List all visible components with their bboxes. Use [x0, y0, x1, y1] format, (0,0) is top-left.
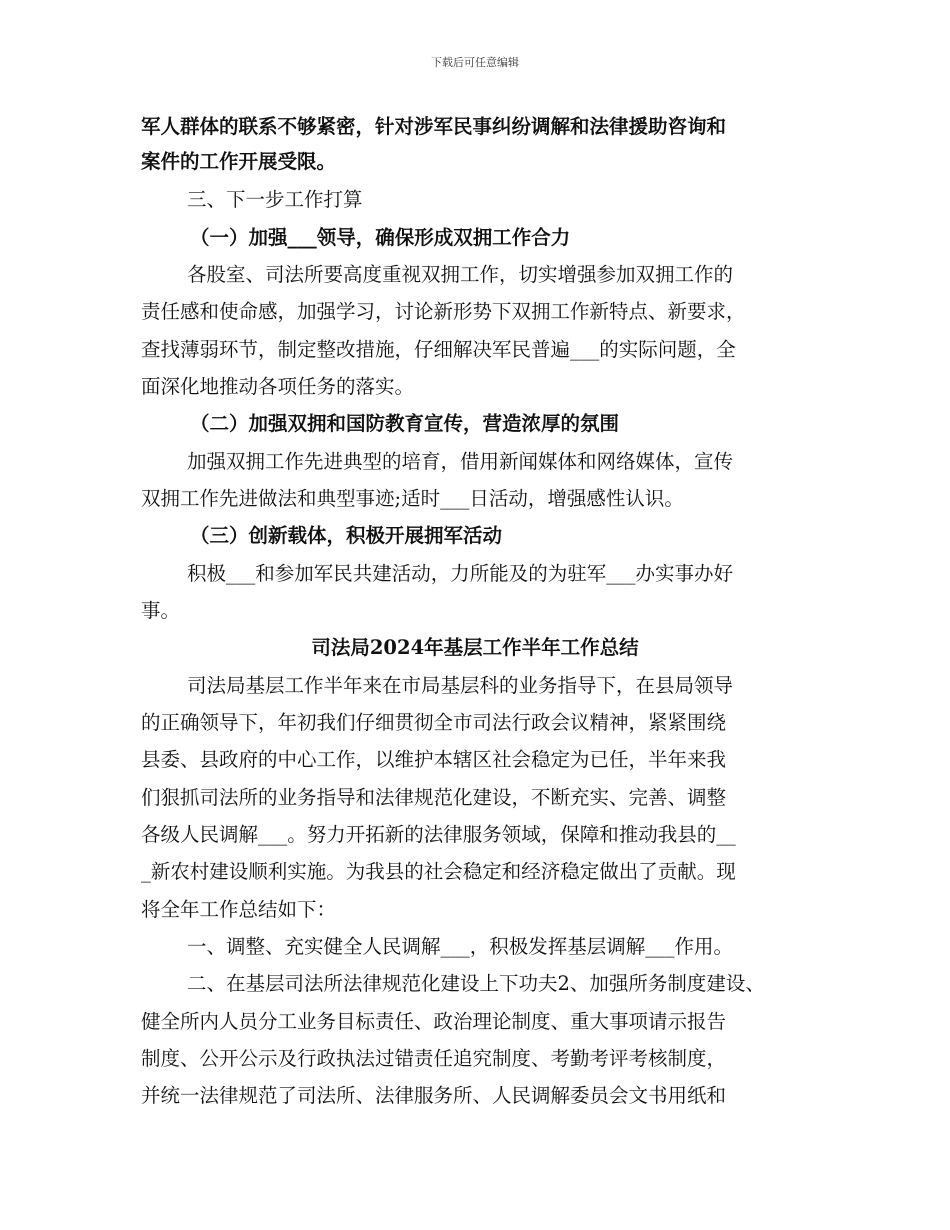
paragraph-line: 二、在基层司法所法律规范化建设上下功夫2、加强所务制度建设、 — [187, 972, 765, 995]
paragraph-line: 健全所内人员分工业务目标责任、政治理论制度、重大事项请示报告 — [141, 1010, 727, 1033]
page-header: 下载后可任意编辑 — [431, 56, 519, 69]
subsection-heading: （一）加强___领导，确保形成双拥工作合力 — [190, 226, 571, 249]
paragraph-line: 各股室、司法所要高度重视双拥工作，切实增强参加双拥工作的 — [187, 263, 734, 286]
paragraph-line: 县委、县政府的中心工作，以维护本辖区社会稳定为已任，半年来我 — [141, 748, 727, 771]
paragraph-line: 一、调整、充实健全人民调解___，积极发挥基层调解___作用。 — [187, 935, 734, 958]
paragraph-line: 积极___和参加军民共建活动，力所能及的为驻军___办实事办好 — [187, 562, 734, 585]
subsection-heading: （三）创新载体，积极开展拥军活动 — [190, 524, 503, 547]
paragraph-line: 加强双拥工作先进典型的培育，借用新闻媒体和网络媒体，宣传 — [187, 450, 734, 473]
paragraph-line: 各级人民调解___。努力开拓新的法律服务领域，保障和推动我县的__ — [141, 823, 736, 846]
document-title: 司法局2024年基层工作半年工作总结 — [311, 636, 639, 659]
paragraph-line: 军人群体的联系不够紧密，针对涉军民事纠纷调解和法律援助咨询和 — [141, 115, 727, 138]
paragraph-line: 双拥工作先进做法和典型事迹;适时___日活动，增强感性认识。 — [141, 487, 684, 510]
paragraph-line: 的正确领导下，年初我们仔细贯彻全市司法行政会议精神，紧紧围绕 — [141, 711, 727, 734]
paragraph-line: 案件的工作开展受限。 — [141, 150, 337, 173]
paragraph-line: 并统一法律规范了司法所、法律服务所、人民调解委员会文书用纸和 — [141, 1084, 727, 1107]
paragraph-line: 司法局基层工作半年来在市局基层科的业务指导下，在县局领导 — [187, 674, 734, 697]
paragraph-line: 查找薄弱环节，制定整改措施，仔细解决军民普遍___的实际问题，全 — [141, 338, 736, 361]
paragraph-line: 面深化地推动各项任务的落实。 — [141, 375, 415, 398]
paragraph-line: 责任感和使命感，加强学习，讨论新形势下双拥工作新特点、新要求， — [141, 300, 746, 323]
paragraph-line: _新农村建设顺利实施。为我县的社会稳定和经济稳定做出了贡献。现 — [141, 860, 736, 883]
paragraph-line: 将全年工作总结如下： — [141, 898, 337, 921]
paragraph-line: 制度、公开公示及行政执法过错责任追究制度、考勤考评考核制度， — [141, 1047, 727, 1070]
paragraph-line: 们狠抓司法所的业务指导和法律规范化建设，不断充实、完善、调整 — [141, 786, 727, 809]
section-heading: 三、下一步工作打算 — [187, 188, 363, 211]
paragraph-line: 事。 — [141, 599, 181, 622]
subsection-heading: （二）加强双拥和国防教育宣传，营造浓厚的氛围 — [190, 412, 620, 435]
